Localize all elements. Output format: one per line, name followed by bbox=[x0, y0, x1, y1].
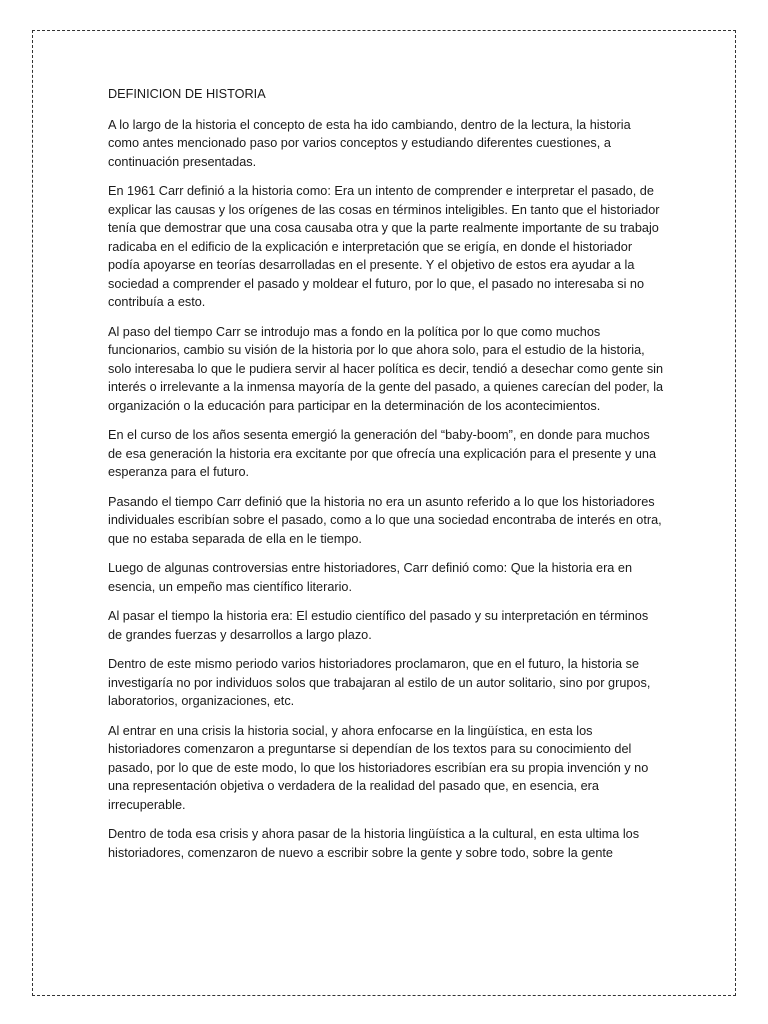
paragraph-9: Al entrar en una crisis la historia social, y ahora enfocarse en la lingüística, en esta los historiadores comenzaron a preguntarse si dependían de los textos para su conocimiento del pasado, por lo que de este modo, lo que los historiadores escribían era su propia invención y no una representación objetiva o verdadera de la realidad del pasado que, en esencia, era irrecuperable. bbox=[108, 723, 649, 812]
document-title: DEFINICION DE HISTORIA bbox=[108, 87, 266, 101]
paragraph-5: Pasando el tiempo Carr definió que la historia no era un asunto referido a lo que los historiadores individuales escribían sobre el pasado, como a lo que una sociedad encontraba de interés en otra, que no estaba separada de ella en le tiempo. bbox=[108, 494, 662, 546]
paragraph-1: A lo largo de la historia el concepto de esta ha ido cambiando, dentro de la lectura, la historia como antes mencionado paso por varios conceptos y estudiando diferentes cuestiones, a continuación presentadas. bbox=[108, 117, 631, 169]
paragraph-8: Dentro de este mismo periodo varios historiadores proclamaron, que en el futuro, la historia se investigaría no por individuos solos que trabajaran al estilo de un autor solitario, sino por grupos, laboratorios, organizaciones, etc. bbox=[108, 657, 651, 708]
document-body bbox=[108, 85, 664, 873]
paragraph-2: En 1961 Carr definió a la historia como: Era un intento de comprender e interpretar el pasado, de explicar las causas y los orígenes de las cosas en términos inteligibles. En tanto que el historiador tenía que demostrar que una cosa causaba otra y que la parte realmente importante de su trabajo radicaba en el edificio de la explicación e interpretación que se erigía, en donde el historiador podía apoyarse en teorías desarrolladas en el presente. Y el objetivo de estos era ayudar a la sociedad a comprender el pasado y moldear el futuro, por lo que, el pasado no interesaba si no contribuía a esto. bbox=[108, 184, 660, 309]
paragraph-10: Dentro de toda esa crisis y ahora pasar de la historia lingüística a la cultural, en esta ultima los historiadores, comenzaron de nuevo a escribir sobre la gente y sobre todo, sobre la gente bbox=[108, 827, 640, 860]
paragraph-3: Al paso del tiempo Carr se introdujo mas a fondo en la política por lo que como muchos funcionarios, cambio su visión de la historia por lo que ahora solo, para el estudio de la historia, solo interesaba lo que le pudiera servir al hacer política es decir, tendió a desechar como gente sin interés o irrelevante a la inmensa mayoría de la gente del pasado, a quienes carecían del poder, la organización o la educación para participar en la determinación de los acontecimientos. bbox=[108, 324, 664, 413]
paragraph-7: Al pasar el tiempo la historia era: El estudio científico del pasado y su interpretación en términos de grandes fuerzas y desarrollos a largo plazo. bbox=[108, 609, 649, 642]
paragraph-6: Luego de algunas controversias entre historiadores, Carr definió como: Que la historia era en esencia, un empeño mas científico literario. bbox=[108, 561, 633, 594]
paragraph-4: En el curso de los años sesenta emergió la generación del “baby-boom”, en donde para muchos de esa generación la historia era excitante por que ofrecía una explicación para el presente y una esperanza para el futuro. bbox=[108, 428, 657, 479]
